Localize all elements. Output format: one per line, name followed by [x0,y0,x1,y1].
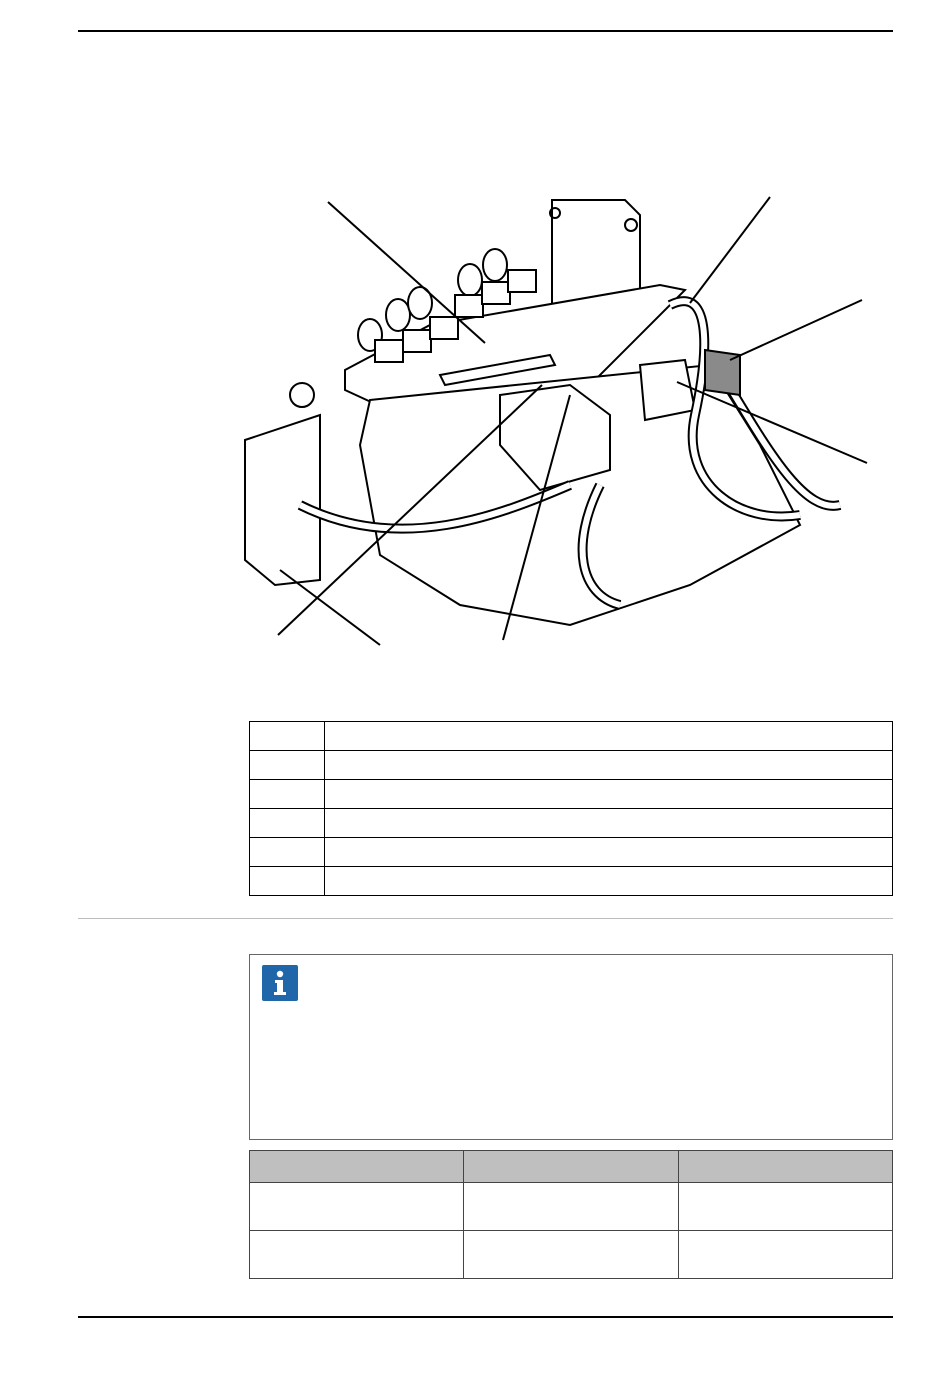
legend-number [250,838,325,867]
spec-table [249,1150,893,1279]
column-header [678,1151,892,1183]
table-row [250,867,893,896]
table-header-row [250,1151,893,1183]
table-row [250,838,893,867]
column-header [250,1151,464,1183]
table-cell [250,1183,464,1231]
info-icon [262,965,298,1001]
section-divider [78,918,893,919]
table-row [250,722,893,751]
legend-number [250,867,325,896]
table-cell [464,1183,678,1231]
table-row [250,1231,893,1279]
legend-text [325,838,893,867]
footer-rule [78,1316,893,1318]
legend-number [250,780,325,809]
legend-text [325,751,893,780]
table-cell [464,1231,678,1279]
table-cell [678,1231,892,1279]
table-row [250,780,893,809]
legend-text [325,867,893,896]
legend-text [325,809,893,838]
note-box [249,954,893,1140]
column-header [464,1151,678,1183]
header-rule [78,30,893,32]
legend-number [250,722,325,751]
drive-unit-illustration [240,185,875,655]
table-cell [678,1183,892,1231]
table-row [250,1183,893,1231]
legend-number [250,809,325,838]
callout-legend-table [249,721,893,896]
table-row [250,809,893,838]
legend-text [325,780,893,809]
legend-text [325,722,893,751]
table-row [250,751,893,780]
legend-number [250,751,325,780]
table-cell [250,1231,464,1279]
